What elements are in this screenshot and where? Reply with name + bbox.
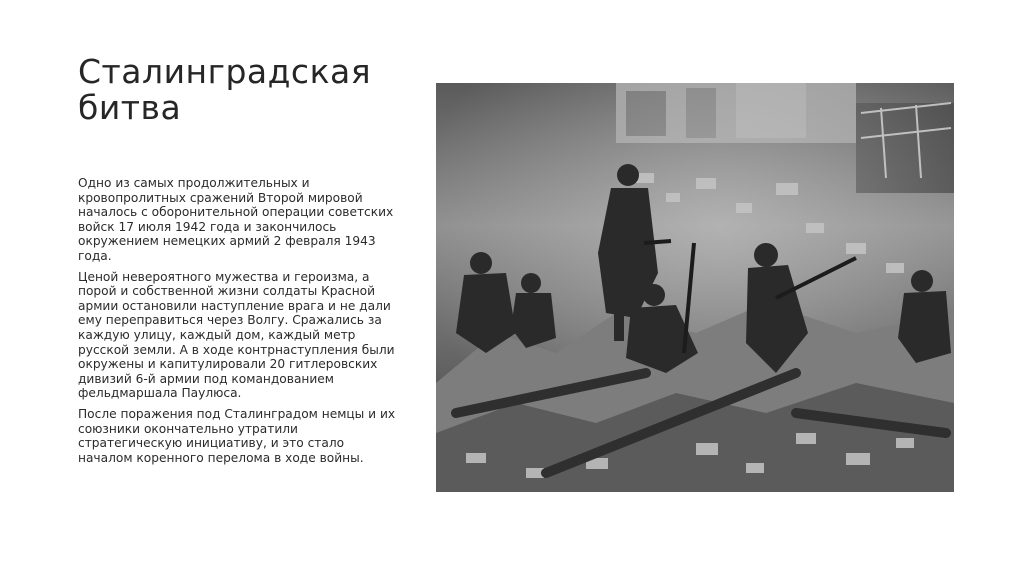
battle-photo: [436, 83, 954, 492]
paragraph-2: Ценой невероятного мужества и героизма, а порой и собственной жизни солдаты Красной армии остановили наступление врага и не дали ему переправиться через Волгу. Сражались за каждую улицу, каждый дом, каждый метр русской земли. А в ходе контрнаступления были окружены и капитулировали 20 гитлеровских дивизий 6-й армии под командованием фельдмаршала Паулюса.: [78, 269, 395, 401]
slide-body: [78, 176, 396, 471]
paragraph-3: После поражения под Сталинградом немцы и их союзники окончательно утратили стратегическую инициативу, и это стало началом коренного перелома в ходе войны.: [78, 406, 396, 465]
slide-title: Сталинградская битва: [78, 52, 372, 127]
battle-photo-image: [436, 83, 954, 492]
paragraph-1: Одно из самых продолжительных и кровопролитных сражений Второй мировой началось с оборонительной операции советских войск 17 июля 1942 года и закончилось окружением немецких армий 2 февраля 1943 года.: [78, 176, 394, 263]
